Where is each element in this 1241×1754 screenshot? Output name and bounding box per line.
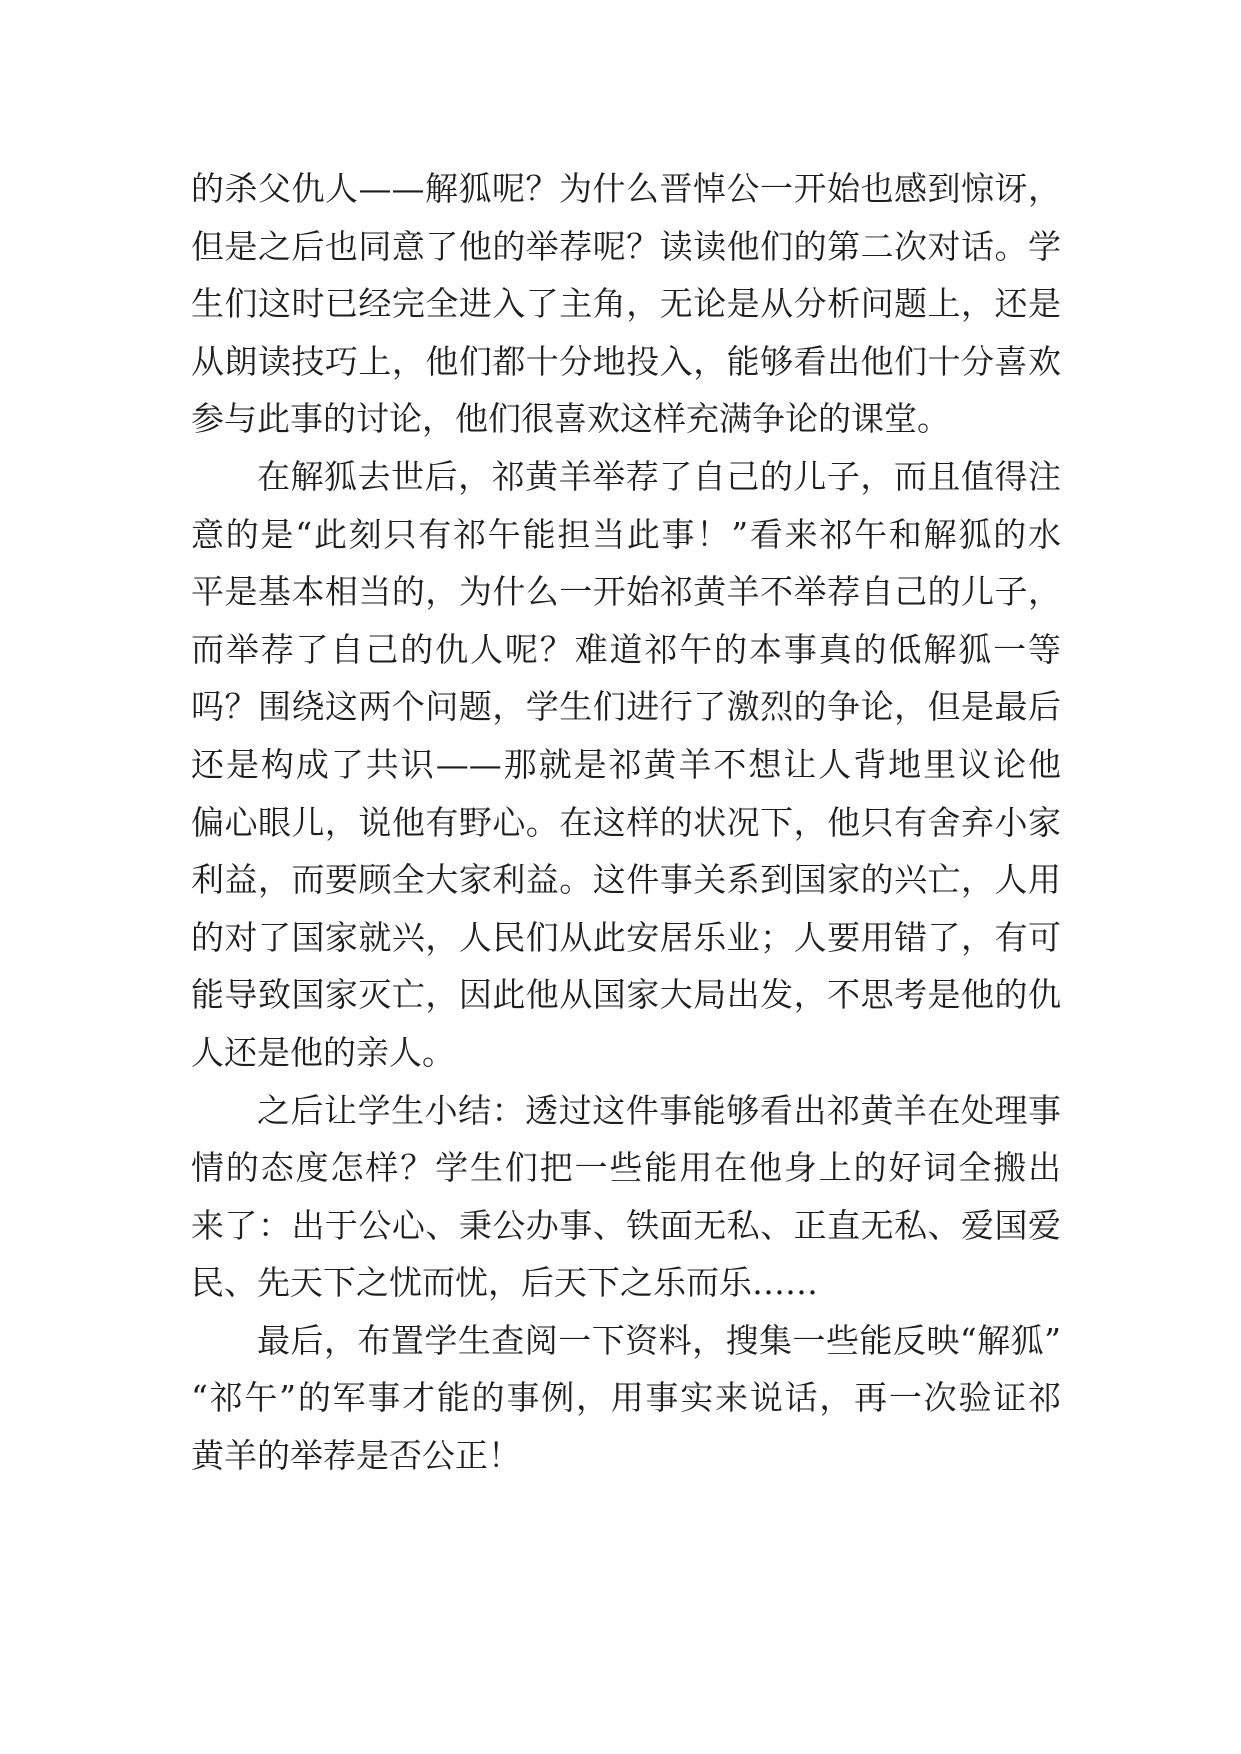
text-line: 吗？围绕这两个问题，学生们进行了激烈的争论，但是最后 bbox=[191, 687, 1061, 727]
text-line: 参与此事的讨论，他们很喜欢这样充满争论的课堂。 bbox=[191, 399, 950, 439]
text-line: 意的是“此刻只有祁午能担当此事！”看来祁午和解狐的水 bbox=[191, 514, 1061, 554]
text-line: 利益，而要顾全大家利益。这件事关系到国家的兴亡，人用 bbox=[191, 860, 1061, 900]
text-line: 黄羊的举荐是否公正！ bbox=[191, 1436, 521, 1476]
text-line: 民、先天下之忧而忧，后天下之乐而乐…… bbox=[191, 1263, 818, 1303]
text-line: 人还是他的亲人。 bbox=[191, 1032, 455, 1072]
text-line: 偏心眼儿，说他有野心。在这样的状况下，他只有舍弃小家 bbox=[191, 802, 1061, 842]
text-line: 之后让学生小结：透过这件事能够看出祁黄羊在处理事 bbox=[257, 1090, 1061, 1130]
text-line: 的杀父仇人——解狐呢？为什么晋悼公一开始也感到惊讶， bbox=[191, 169, 1061, 208]
text-line: 的对了国家就兴，人民们从此安居乐业；人要用错了，有可 bbox=[191, 917, 1061, 957]
text-line: 平是基本相当的，为什么一开始祁黄羊不举荐自己的儿子， bbox=[191, 572, 1061, 612]
text-line: 在解狐去世后，祁黄羊举荐了自己的儿子，而且值得注 bbox=[257, 456, 1061, 496]
text-line: 生们这时已经完全进入了主角，无论是从分析问题上，还是 bbox=[191, 284, 1061, 324]
text-line: “祁午”的军事才能的事例，用事实来说话，再一次验证祁 bbox=[191, 1378, 1061, 1418]
text-line: 最后，布置学生查阅一下资料，搜集一些能反映“解狐” bbox=[257, 1320, 1061, 1360]
document-body bbox=[191, 160, 1061, 1485]
text-line: 而举荐了自己的仇人呢？难道祁午的本事真的低解狐一等 bbox=[191, 629, 1061, 669]
text-line: 从朗读技巧上，他们都十分地投入，能够看出他们十分喜欢 bbox=[191, 341, 1061, 381]
text-line: 能导致国家灭亡，因此他从国家大局出发，不思考是他的仇 bbox=[191, 975, 1061, 1015]
text-line: 来了：出于公心、秉公办事、铁面无私、正直无私、爱国爱 bbox=[191, 1205, 1061, 1245]
text-line: 还是构成了共识——那就是祁黄羊不想让人背地里议论他 bbox=[191, 744, 1061, 784]
text-line: 但是之后也同意了他的举荐呢？读读他们的第二次对话。学 bbox=[191, 226, 1061, 266]
text-line: 情的态度怎样？学生们把一些能用在他身上的好词全搬出 bbox=[191, 1148, 1061, 1188]
